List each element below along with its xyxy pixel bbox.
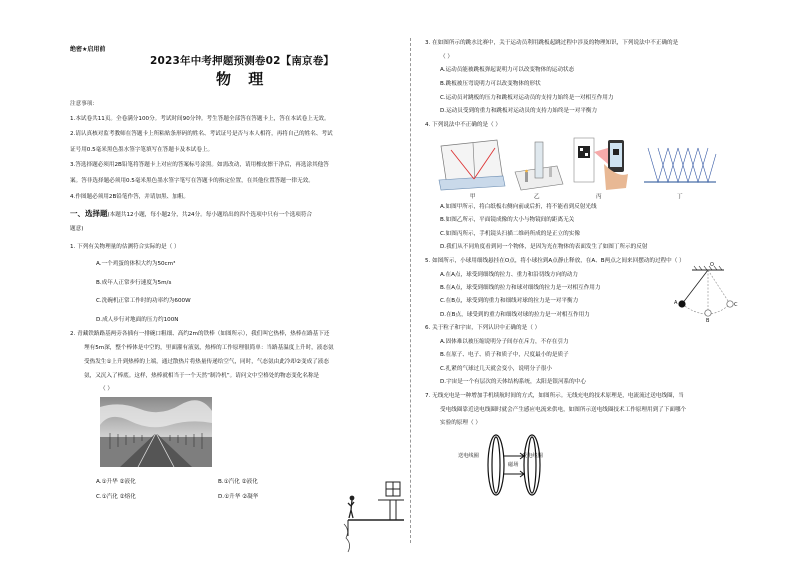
q4-option-b: B.如图乙所示，平面镜成像的大小与物镜间的距离无关 bbox=[440, 217, 575, 223]
q2-stem-line: 氨，又沉入了棒底。这样，热棒就相当于一个天然“制冷机”。请问文中空格处的物态变化名称是 bbox=[84, 373, 320, 379]
q5-option-b: B.在A点，球受到细线的拉力和球对细线的拉力是一对相互作用力 bbox=[440, 285, 601, 291]
point-label-a: A bbox=[674, 300, 678, 306]
exam-title: 2023年中考押题预测卷02【南京卷】 bbox=[150, 55, 335, 67]
q2-stem-line: 埋有5m深，整个棒体是中空的，里面灌有液氨，热棒的工作原理很简单：当路基温度上升时，液态氨 bbox=[84, 345, 334, 351]
point-label-o: O bbox=[710, 262, 714, 268]
q1-option-d: D.成人步行对地面的压力约100N bbox=[96, 317, 179, 323]
coil-label-receive: 受电线圈 bbox=[522, 453, 543, 459]
pendulum-figure bbox=[668, 264, 742, 328]
q1-option-c: C.洗碗机正常工作时的功率约为600W bbox=[96, 298, 191, 304]
q7-stem-line: 受电线圈靠近送电线圈时就会产生感应电流来供电，如图所示送电线圈技术工作原理用到了下面哪个 bbox=[440, 407, 687, 413]
diffuse-reflection-figure bbox=[640, 140, 720, 190]
qr-code-scan-figure bbox=[568, 134, 632, 192]
q5-option-c: C.在B点，球受到的重力和细线对球的拉力是一对平衡力 bbox=[440, 298, 579, 304]
point-label-b: B bbox=[706, 318, 710, 324]
section-note: (本题共12小题，每小题2分，共24分。每小题给出的四个选项中只有一个选项符合 bbox=[107, 212, 313, 218]
coil-label-field: 磁场 bbox=[508, 462, 519, 468]
coil-label-send: 送电线圈 bbox=[458, 453, 479, 459]
subject-title: 物 理 bbox=[216, 70, 270, 88]
q7-stem-line: 实验的原理（ ） bbox=[440, 420, 481, 426]
q3-option-d: D.运动员受到的重力和跳板对运动员的支持力始终是一对平衡力 bbox=[440, 108, 598, 114]
q2-stem-line: （ ） bbox=[100, 386, 113, 392]
q2-stem-line: 受热发生①上升到热棒的上端，通过散热片将热量传递给空气，同时，气态氨由此冷却②变成了液态 bbox=[84, 359, 329, 365]
fig-label-ding: 丁 bbox=[677, 194, 683, 200]
q5-option-d: D.在B点，球受到的重力和细线对球的拉力是一对相互作用力 bbox=[440, 312, 590, 318]
diver-springboard-figure bbox=[338, 480, 410, 556]
q4-option-d: D.我们从不同角度看到同一个物体，是因为光在物体的表面发生了如图丁所示的反射 bbox=[440, 244, 648, 250]
q1-stem: 1. 下列有关物理量的估测符合实际的是（ ） bbox=[70, 244, 180, 250]
q7-stem-line: 7. 无线充电是一种增加手机续航时间的方式，如图所示。无线充电的技术原理是，电流流过送电线圈，当 bbox=[425, 393, 684, 399]
note-line: 2.请认真核对监考教师在答题卡上所粘贴条形码的姓名、考试证号是否与本人相符，再将自己的姓名、考试 bbox=[70, 131, 333, 137]
note-line: 1.本试卷共11页。全卷满分100分。考试时间90分钟。考生答题全部答在答题卡上，答在本试卷上无效。 bbox=[70, 116, 330, 122]
fig-label-jia: 甲 bbox=[470, 194, 476, 200]
q6-option-c: C.扎紧的气球过几天就会变小，说明分子很小 bbox=[440, 366, 552, 372]
q5-option-a: A.在A点，球受到细线的拉力、重力和沿切线方向的动力 bbox=[440, 272, 578, 278]
q5-stem: 5. 如图所示，小球用细线悬挂在O点，将小球拉到A点静止释放，在A、B两点之间来回摆动的过程中（ ） bbox=[425, 258, 685, 264]
fig-label-yi: 乙 bbox=[534, 194, 540, 200]
notes-heading: 注意事项： bbox=[70, 101, 98, 107]
q2-stem-line: 2. 青藏铁路路基两旁各插有一排碗口粗细、高约2m的铁棒（如图所示），我们叫它热棒，热棒在路基下还 bbox=[70, 331, 330, 337]
section-heading bbox=[70, 210, 312, 219]
q4-option-c: C.如图丙所示，手机镜头扫描二维码所成的是正立的实像 bbox=[440, 231, 580, 237]
reflection-board-figure bbox=[437, 136, 507, 192]
plane-mirror-figure bbox=[513, 136, 565, 192]
q6-option-b: B.在原子、电子、质子和质子中，尺度最小的是质子 bbox=[440, 352, 569, 358]
note-line: 证号用0.5毫米黑色墨水签字笔填写在答题卡及本试卷上。 bbox=[70, 147, 214, 153]
q6-option-d: D.宇宙是一个有层次的天体结构系统，太阳是银河系的中心 bbox=[440, 379, 586, 385]
q3-option-c: C.运动员对跳板的压力和跳板对运动员的支持力始终是一对相互作用力 bbox=[440, 95, 614, 101]
column-divider bbox=[410, 38, 411, 543]
q3-bracket: （ ） bbox=[440, 54, 453, 60]
q4-stem: 4. 下列说法中不正确的是（ ） bbox=[425, 122, 502, 128]
q3-option-b: B.跳板被压弯说明力可以改变物体的形状 bbox=[440, 81, 541, 87]
fig-label-bing: 丙 bbox=[596, 194, 602, 200]
note-line: 案。答非选择题必须用0.5毫米黑色墨水签字笔写在答题卡的指定位置，在其他位置答题一律无效。 bbox=[70, 178, 314, 184]
secret-label: 绝密★启用前 bbox=[70, 46, 106, 53]
section-note-cont: 题意) bbox=[70, 226, 84, 232]
q2-option-d: D.①升华 ②凝华 bbox=[218, 494, 259, 500]
q4-option-a: A.如图甲所示，将白纸板右侧向前或后折，将不能看到反射光线 bbox=[440, 204, 597, 210]
q1-option-b: B.成年人正常步行速度为5m/s bbox=[96, 280, 172, 286]
q2-option-a: A.①升华 ②液化 bbox=[96, 479, 136, 485]
section-title: 一、选择题 bbox=[70, 209, 108, 218]
q1-option-a: A.一个鸡蛋的体积大约为50cm³ bbox=[96, 261, 176, 267]
q3-stem: 3. 在如图所示的跳水比赛中，关于运动员利用跳板起跳过程中涉及的物理知识，下列说法中不正确的是 bbox=[425, 40, 679, 46]
note-line: 4.作图题必须用2B铅笔作答，并请加黑、加粗。 bbox=[70, 194, 190, 200]
note-line: 3.答选择题必须用2B铅笔将答题卡上对应的答案标号涂黑。如需改动，请用橡皮擦干净后，再选涂其他答 bbox=[70, 162, 329, 168]
q6-option-a: A.固体难以被压缩说明分子间存在斥力，不存在引力 bbox=[440, 339, 569, 345]
q2-option-b: B.①汽化 ②液化 bbox=[218, 479, 258, 485]
q6-stem: 6. 关于粒子和宇宙，下列认识中正确的是（ ） bbox=[425, 325, 541, 331]
point-label-c: C bbox=[734, 302, 738, 308]
q2-option-c: C.①汽化 ②熔化 bbox=[96, 494, 136, 500]
q3-option-a: A.运动员能被跳板弹起说明力可以改变物体的运动状态 bbox=[440, 67, 575, 73]
railway-heat-rod-photo bbox=[100, 397, 212, 467]
